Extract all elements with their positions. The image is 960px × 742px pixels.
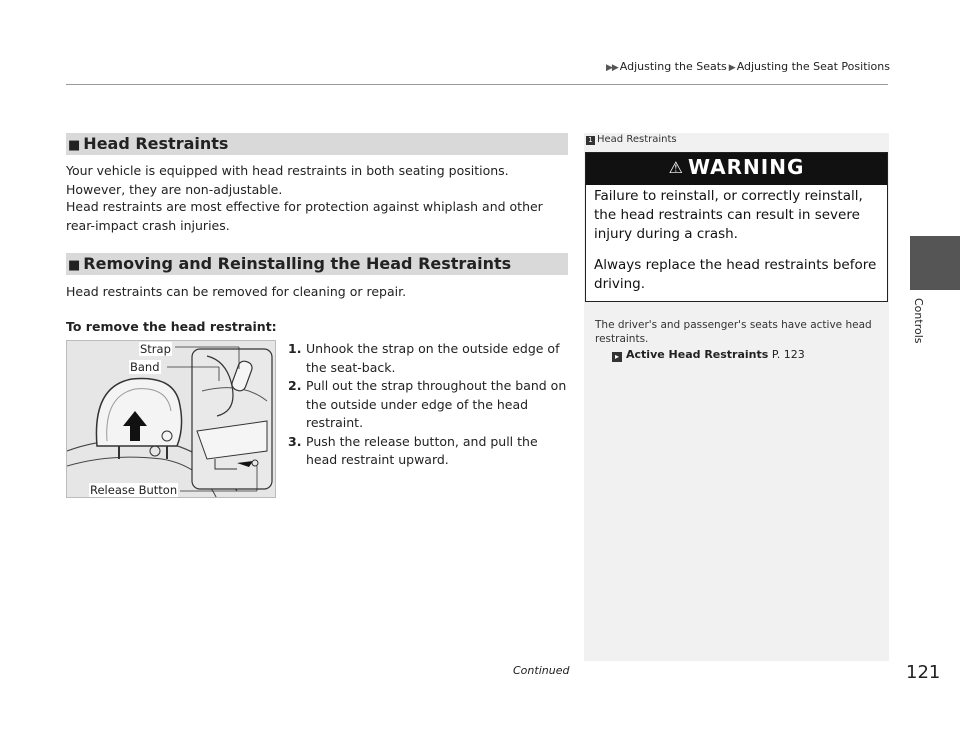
breadcrumb-item-adjusting-seats[interactable]: Adjusting the Seats	[619, 60, 727, 73]
square-bullet-icon: ■	[68, 258, 81, 273]
step-number: 2.	[288, 378, 302, 393]
cross-reference-page[interactable]: P. 123	[771, 348, 805, 361]
paragraph-removed-cleaning: Head restraints can be removed for cleaning or repair.	[66, 284, 407, 299]
warning-triangle-icon: ⚠	[668, 158, 684, 177]
cross-reference-icon: ▸	[612, 352, 622, 362]
step-item	[288, 433, 570, 470]
breadcrumb-item-seat-positions[interactable]: Adjusting the Seat Positions	[736, 60, 890, 73]
callout-strap: Strap	[140, 342, 171, 356]
step-item	[288, 377, 570, 433]
step-item	[288, 340, 570, 377]
square-bullet-icon: ■	[68, 138, 81, 153]
cross-reference-label[interactable]: Active Head Restraints	[626, 348, 769, 361]
continued-label: Continued	[513, 664, 570, 677]
breadcrumb	[604, 60, 890, 73]
step-text: Unhook the strap on the outside edge of the seat-back.	[306, 341, 560, 375]
sidebar-title-text: Head Restraints	[597, 134, 677, 145]
step-text: Pull out the strap throughout the band on the outside under edge of the head restraint.	[306, 378, 567, 430]
chapter-tab-label-wrap	[912, 298, 930, 348]
paragraph-equipped: Your vehicle is equipped with head restraints in both seating positions. However, they are non-adjustable.	[66, 163, 509, 197]
subheading-to-remove: To remove the head restraint:	[66, 319, 277, 334]
section-heading-removing	[66, 253, 568, 275]
callout-band: Band	[130, 360, 160, 374]
head-restraint-drawing	[67, 341, 276, 498]
step-text: Push the release button, and pull the head restraint upward.	[306, 433, 538, 467]
chapter-tab[interactable]	[910, 236, 960, 290]
triangle-right-icon: ▶▶	[605, 63, 618, 73]
section-heading-text: Head Restraints	[83, 134, 229, 153]
paragraph-effective: Head restraints are most effective for protection against whiplash and other rear-impact crash injuries.	[66, 199, 543, 233]
section-heading-text: Removing and Reinstalling the Head Restraints	[83, 254, 512, 273]
sidebar-title	[586, 134, 677, 145]
step-number: 3.	[288, 433, 302, 449]
warning-box	[585, 152, 888, 302]
page-number: 121	[906, 662, 941, 683]
warning-text-reinstall: Failure to reinstall, or correctly reinstall, the head restraints can result in severe injury during a crash.	[594, 188, 863, 242]
warning-text-replace: Always replace the head restraints before driving.	[594, 257, 877, 292]
step-number: 1.	[288, 341, 302, 356]
header-divider	[66, 84, 888, 85]
warning-label: WARNING	[687, 155, 805, 179]
removal-steps	[288, 340, 570, 470]
section-heading-head-restraints	[66, 133, 568, 155]
triangle-right-icon: ▶	[728, 63, 735, 73]
callout-release-button: Release Button	[90, 483, 178, 497]
chapter-tab-label: Controls	[912, 298, 925, 344]
head-restraint-illustration	[66, 340, 276, 498]
warning-body	[586, 185, 887, 294]
note-marker-icon: 1	[586, 136, 595, 145]
sidebar-note: The driver's and passenger's seats have active head restraints.	[595, 319, 872, 345]
cross-reference-link[interactable]	[612, 348, 805, 362]
warning-header	[586, 153, 887, 185]
